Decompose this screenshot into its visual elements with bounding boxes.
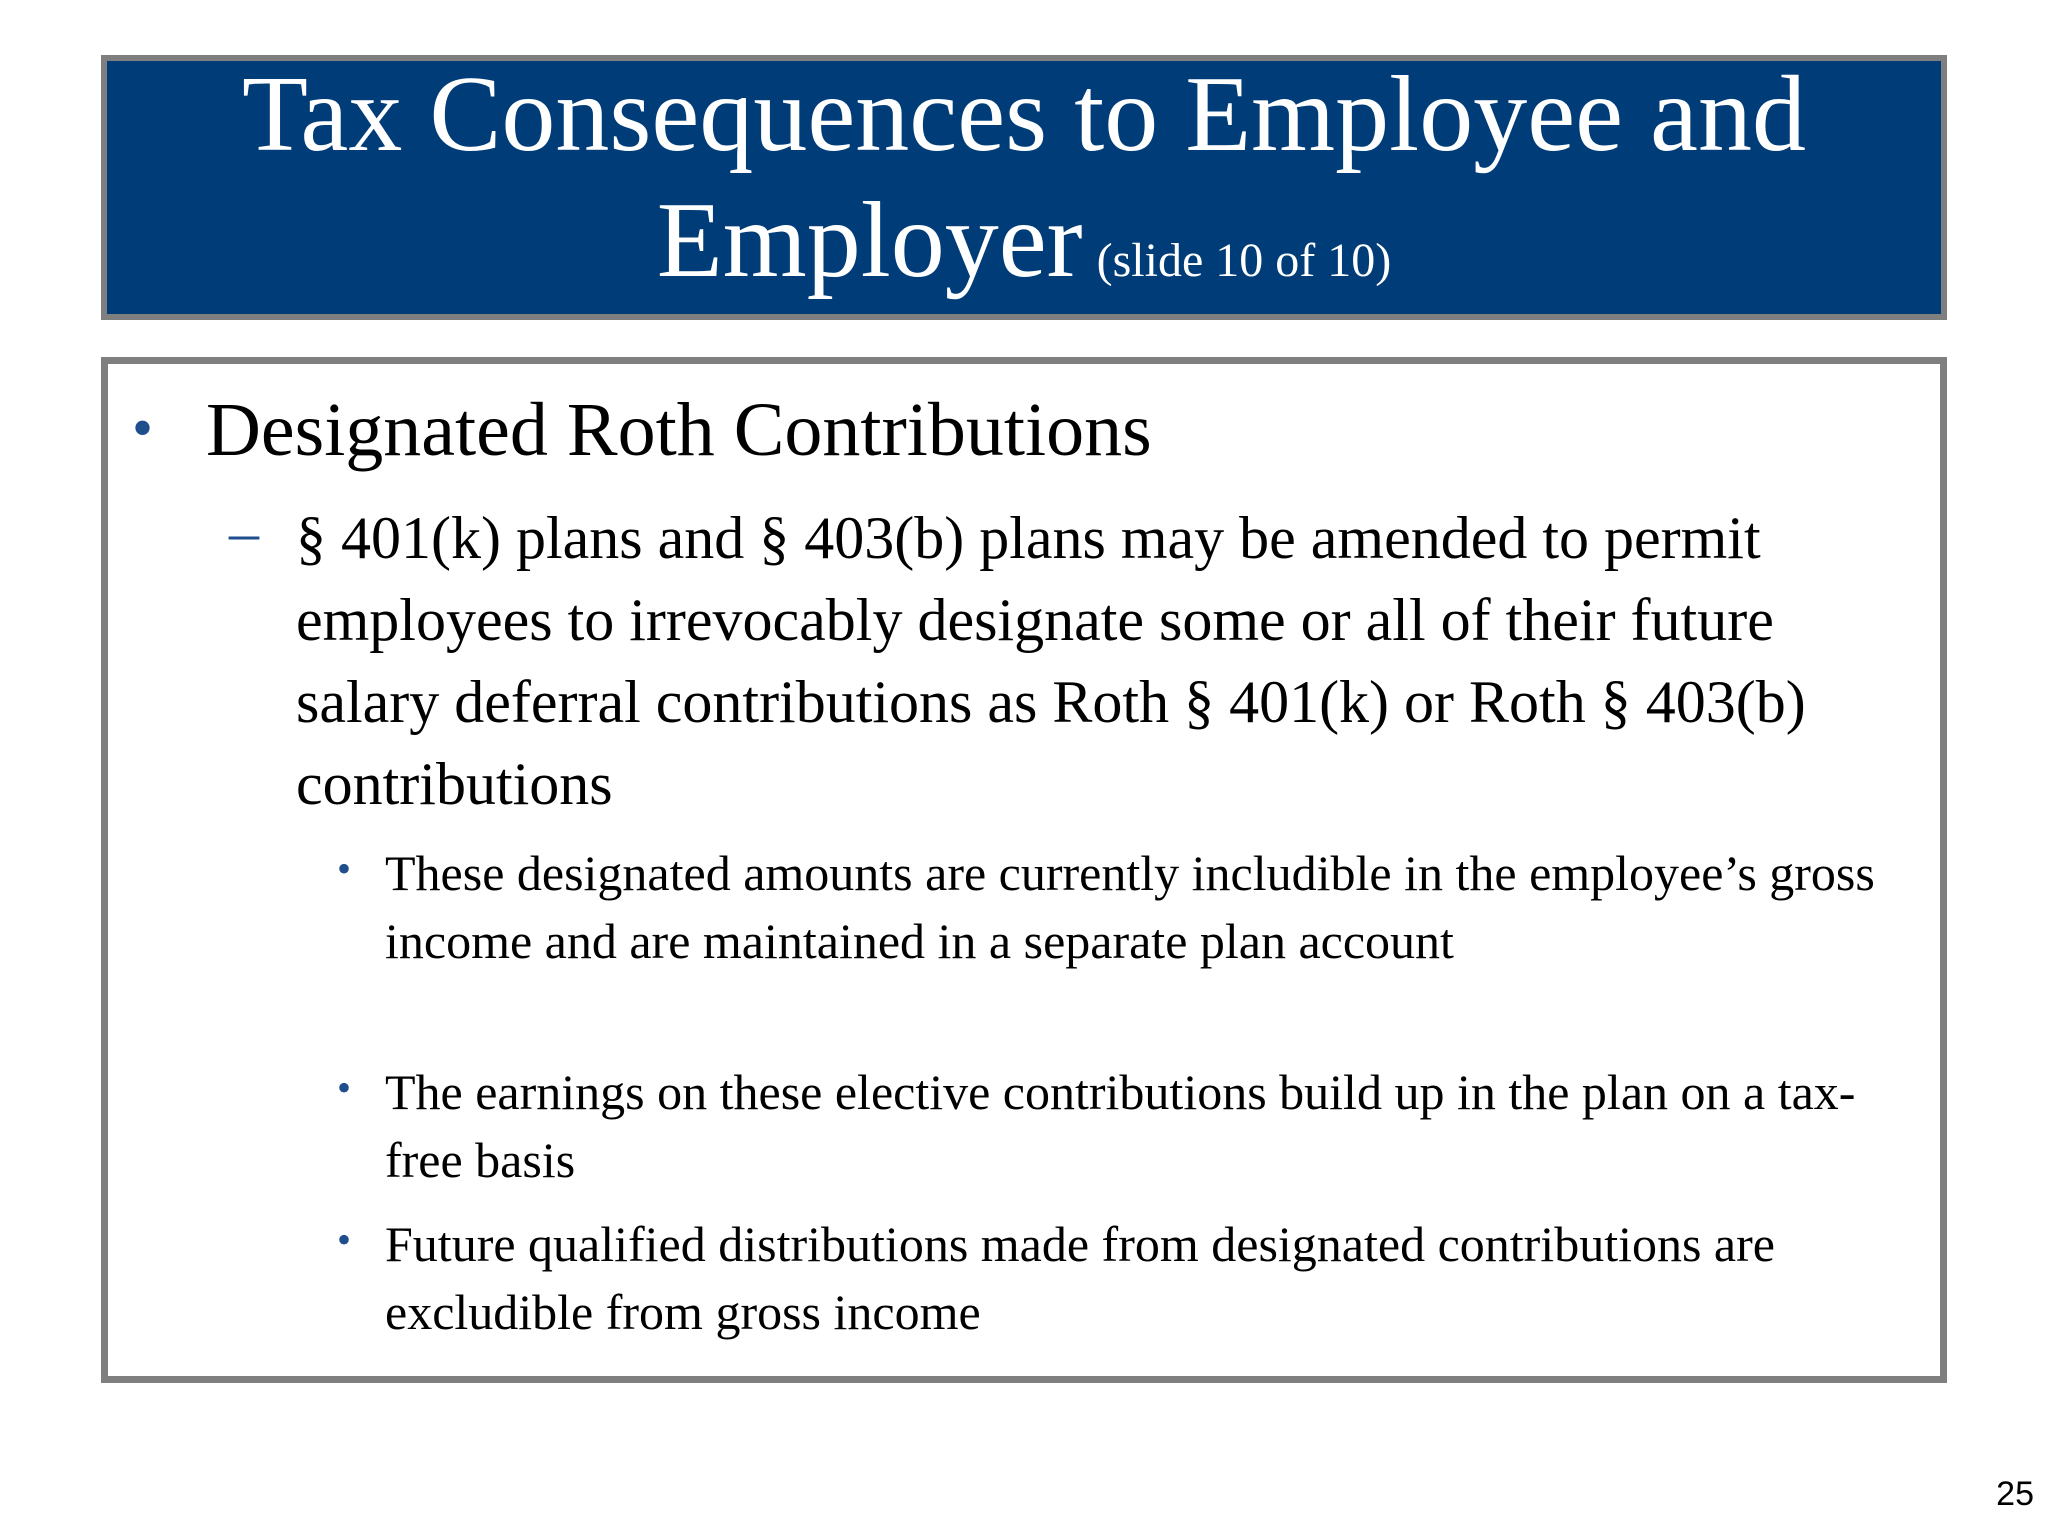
sub-bullet-item (337, 1210, 1900, 1346)
slide-subtitle: (slide 10 of 10) (1096, 233, 1392, 287)
slide-title-line-2 (657, 178, 1392, 324)
sub-bullet-text: These designated amounts are currently includible in the employee’s gross income and are maintained in a separate plan account (385, 845, 1875, 969)
slide-title-banner (101, 55, 1947, 320)
bullet-icon: • (337, 1217, 352, 1262)
slide-title-line-1: Tax Consequences to Employee and (242, 54, 1806, 174)
slide-title-employer: Employer (656, 180, 1083, 300)
main-bullet-item (132, 387, 1906, 473)
sub-bullet-text: Future qualified distributions made from designated contributions are excludible from gross income (385, 1216, 1775, 1340)
sub-bullet-text: The earnings on these elective contributions build up in the plan on a tax-free basis (385, 1064, 1856, 1188)
sub-item-text: § 401(k) plans and § 403(b) plans may be amended to permit employees to irrevocably designate some or all of their future salary deferral contributions as Roth § 401(k) or Roth § 403(b) contributions (296, 505, 1806, 817)
sub-bullet-item (337, 839, 1900, 975)
slide-content-box (101, 357, 1947, 1383)
bullet-icon: • (337, 1065, 352, 1110)
bullet-icon: • (132, 395, 154, 461)
dash-icon: – (229, 499, 259, 565)
page-number: 25 (1996, 1475, 2034, 1513)
sub-item (229, 497, 1896, 825)
main-bullet-text: Designated Roth Contributions (206, 388, 1152, 472)
sub-bullet-item (337, 1058, 1900, 1194)
bullet-icon: • (337, 846, 352, 891)
